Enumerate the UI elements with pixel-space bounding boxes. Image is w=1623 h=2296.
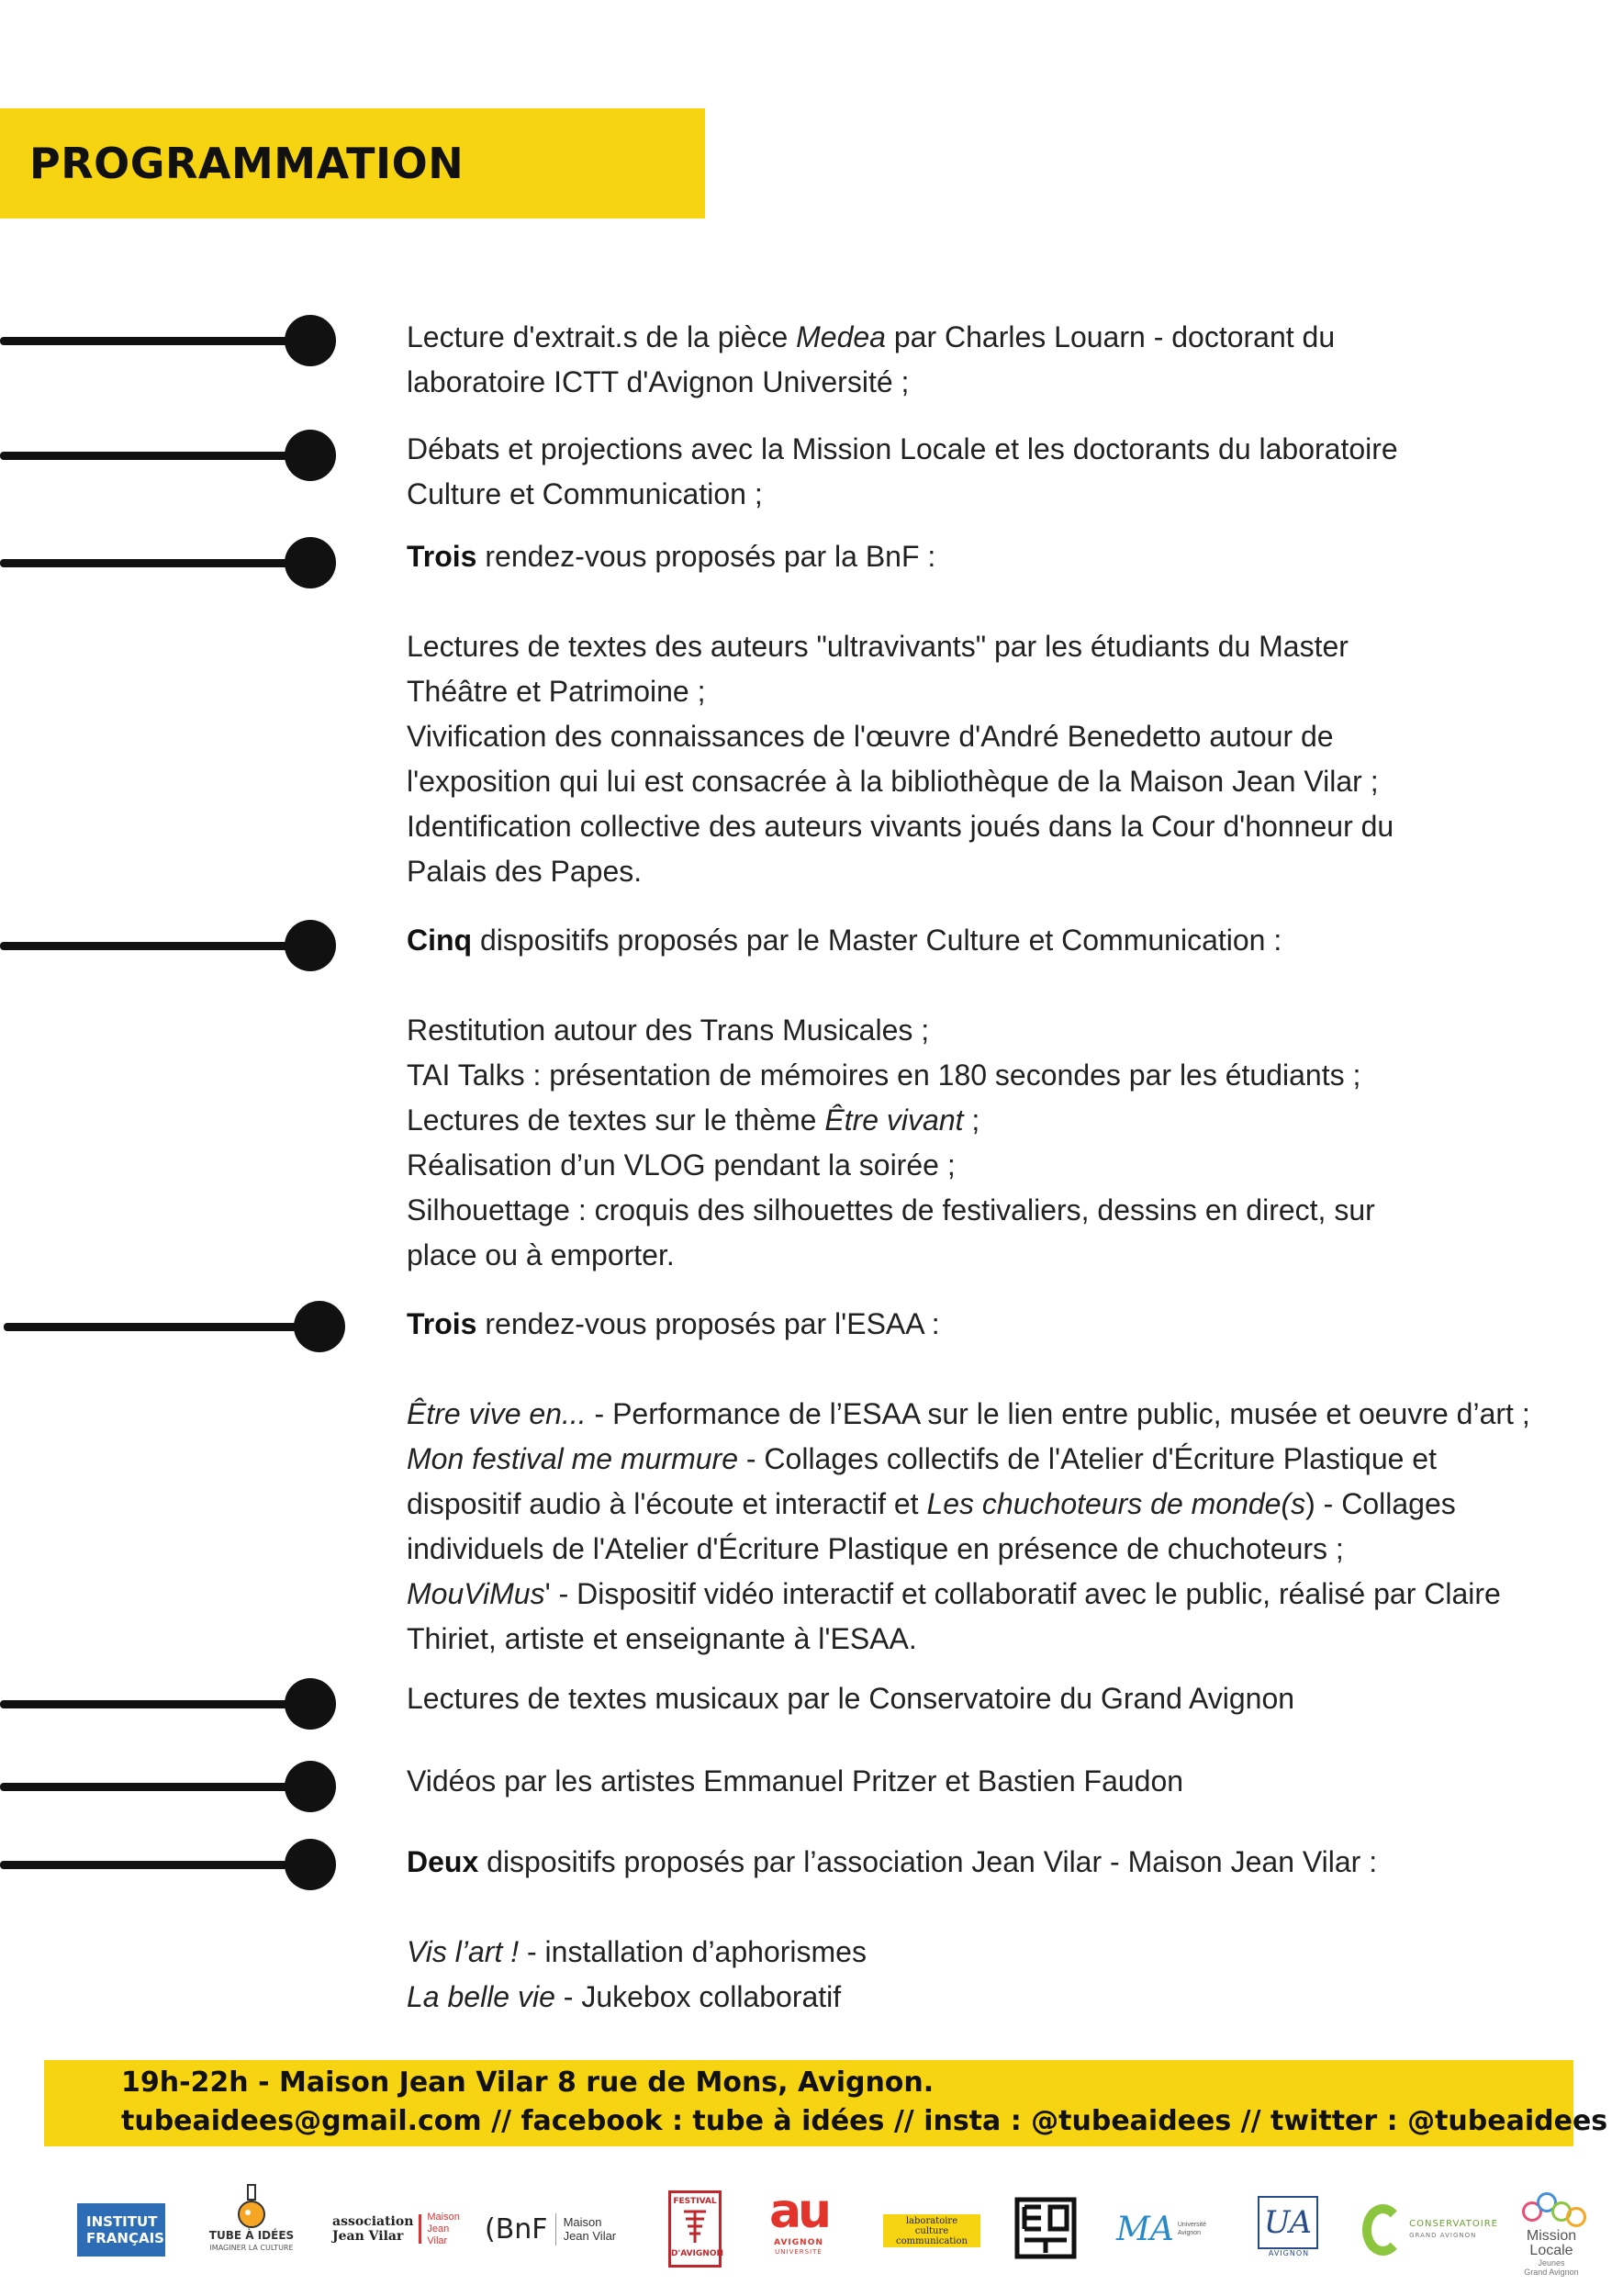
page-title: PROGRAMMATION <box>29 139 465 188</box>
festival-avignon-logo: FESTIVAL D'AVIGNON <box>668 2190 722 2268</box>
footer-schedule: 19h-22h - Maison Jean Vilar 8 rue de Mons, Avignon. <box>121 2066 935 2099</box>
institut-francais-logo: INSTITUT FRANÇAIS <box>77 2203 165 2257</box>
mission-locale-circles-icon <box>1509 2189 1594 2229</box>
tube-a-idees-logo: TUBE À IDÉES IMAGINER LA CULTURE <box>204 2183 299 2271</box>
footer-info-band <box>44 2060 1608 2146</box>
timeline-line <box>0 942 312 950</box>
bnf-logo: (BnF Maison Jean Vilar <box>485 2212 617 2246</box>
association-jean-vilar-logo: association Jean Vilar Maison Jean Vilar <box>332 2211 460 2246</box>
timeline-dot <box>285 920 336 971</box>
timeline-line <box>0 1700 312 1708</box>
program-item-videos: Vidéos par les artistes Emmanuel Pritzer et Bastien Faudon <box>407 1764 1184 1798</box>
conservatoire-logo: CONSERVATOIRE GRAND AVIGNON <box>1362 2198 1498 2262</box>
timeline-line <box>4 1323 316 1331</box>
ma-logo: MA Université Avignon <box>1116 2210 1206 2248</box>
timeline-dot <box>285 537 336 588</box>
timeline-dot <box>285 1839 336 1890</box>
timeline-dot <box>285 430 336 481</box>
program-item-esaa: Trois rendez-vous proposés par l'ESAA : Être vive en... - Performance de l’ESAA sur le lien entre public, musée et oeuvre d’art ; Mon festival me murmure - Collages collectifs de l'Atelier d'Écriture Plastique et dispositif audio à l'écoute et interactif et Les chuchoteurs de monde(s) - Collages individuels de l'Atelier d'Écriture Plastique en présence de chuchoteurs ; MouViMus' - Dispositif vidéo interactif et collaboratif avec le public, réalisé par Claire Thiriet, artiste et enseignante à l'ESAA. <box>407 1307 1530 1655</box>
program-item-master: Cinq dispositifs proposés par le Master Culture et Communication : Restitution autour des Trans Musicales ; TAI Talks : présentation de mémoires en 180 secondes par les étudiants ; Lectures de textes sur le thème Être vivant ; Réalisation d’un VLOG pendant la soirée ; Silhouettage : croquis des silhouettes de festivaliers, dessins en direct, sur place ou à emporter. <box>407 924 1375 1271</box>
conservatoire-c-icon <box>1362 2204 1404 2256</box>
footer-contacts: tubeaidees@gmail.com // facebook : tube à idées // insta : @tubeaidees // twitter : @tubeaidees <box>121 2105 1608 2137</box>
program-item-bnf: Trois rendez-vous proposés par la BnF : Lectures de textes des auteurs "ultravivants" par les étudiants du Master Théâtre et Patrimoine ; Vivification des connaissances de l'œuvre d'André Benedetto autour de l'exposition qui lui est consacrée à la bibliothèque de la Maison Jean Vilar ; Identification collective des auteurs vivants joués dans la Cour d'honneur du Palais des Papes. <box>407 540 1394 888</box>
timeline-line <box>0 559 312 567</box>
timeline-line <box>0 1861 312 1869</box>
timeline-dot <box>285 1761 336 1812</box>
timeline-line <box>0 452 312 460</box>
flask-icon <box>233 2183 270 2229</box>
program-item-jean-vilar: Deux dispositifs proposés par l’association Jean Vilar - Maison Jean Vilar : Vis l’art ! - installation d’aphorismes La belle vie - Jukebox collaboratif <box>407 1845 1378 2013</box>
timeline-dot <box>285 315 336 366</box>
program-item-medea: Lecture d'extrait.s de la pièce Medea par Charles Louarn - doctorant du laboratoire ICTT d'Avignon Université ; <box>407 320 1336 398</box>
timeline-dot <box>294 1301 345 1352</box>
mission-locale-logo: Mission Locale Jeunes Grand Avignon <box>1509 2189 1594 2269</box>
ua-avignon-logo: UA AVIGNON <box>1258 2196 1320 2262</box>
header-band <box>0 108 705 218</box>
program-item-conservatoire: Lectures de textes musicaux par le Conservatoire du Grand Avignon <box>407 1682 1295 1715</box>
program-item-debats: Débats et projections avec la Mission Locale et les doctorants du laboratoire Culture et Communication ; <box>407 432 1398 510</box>
laboratoire-culture-communication-logo: laboratoire culture communication <box>883 2214 980 2247</box>
timeline-line <box>0 1783 312 1791</box>
timeline-dot <box>285 1678 336 1730</box>
avignon-universite-logo: au AVIGNON UNIVERSITÉ <box>768 2184 829 2256</box>
festival-mark-icon <box>677 2206 713 2246</box>
esaa-logo-icon <box>1015 2198 1076 2258</box>
timeline-line <box>0 337 312 345</box>
